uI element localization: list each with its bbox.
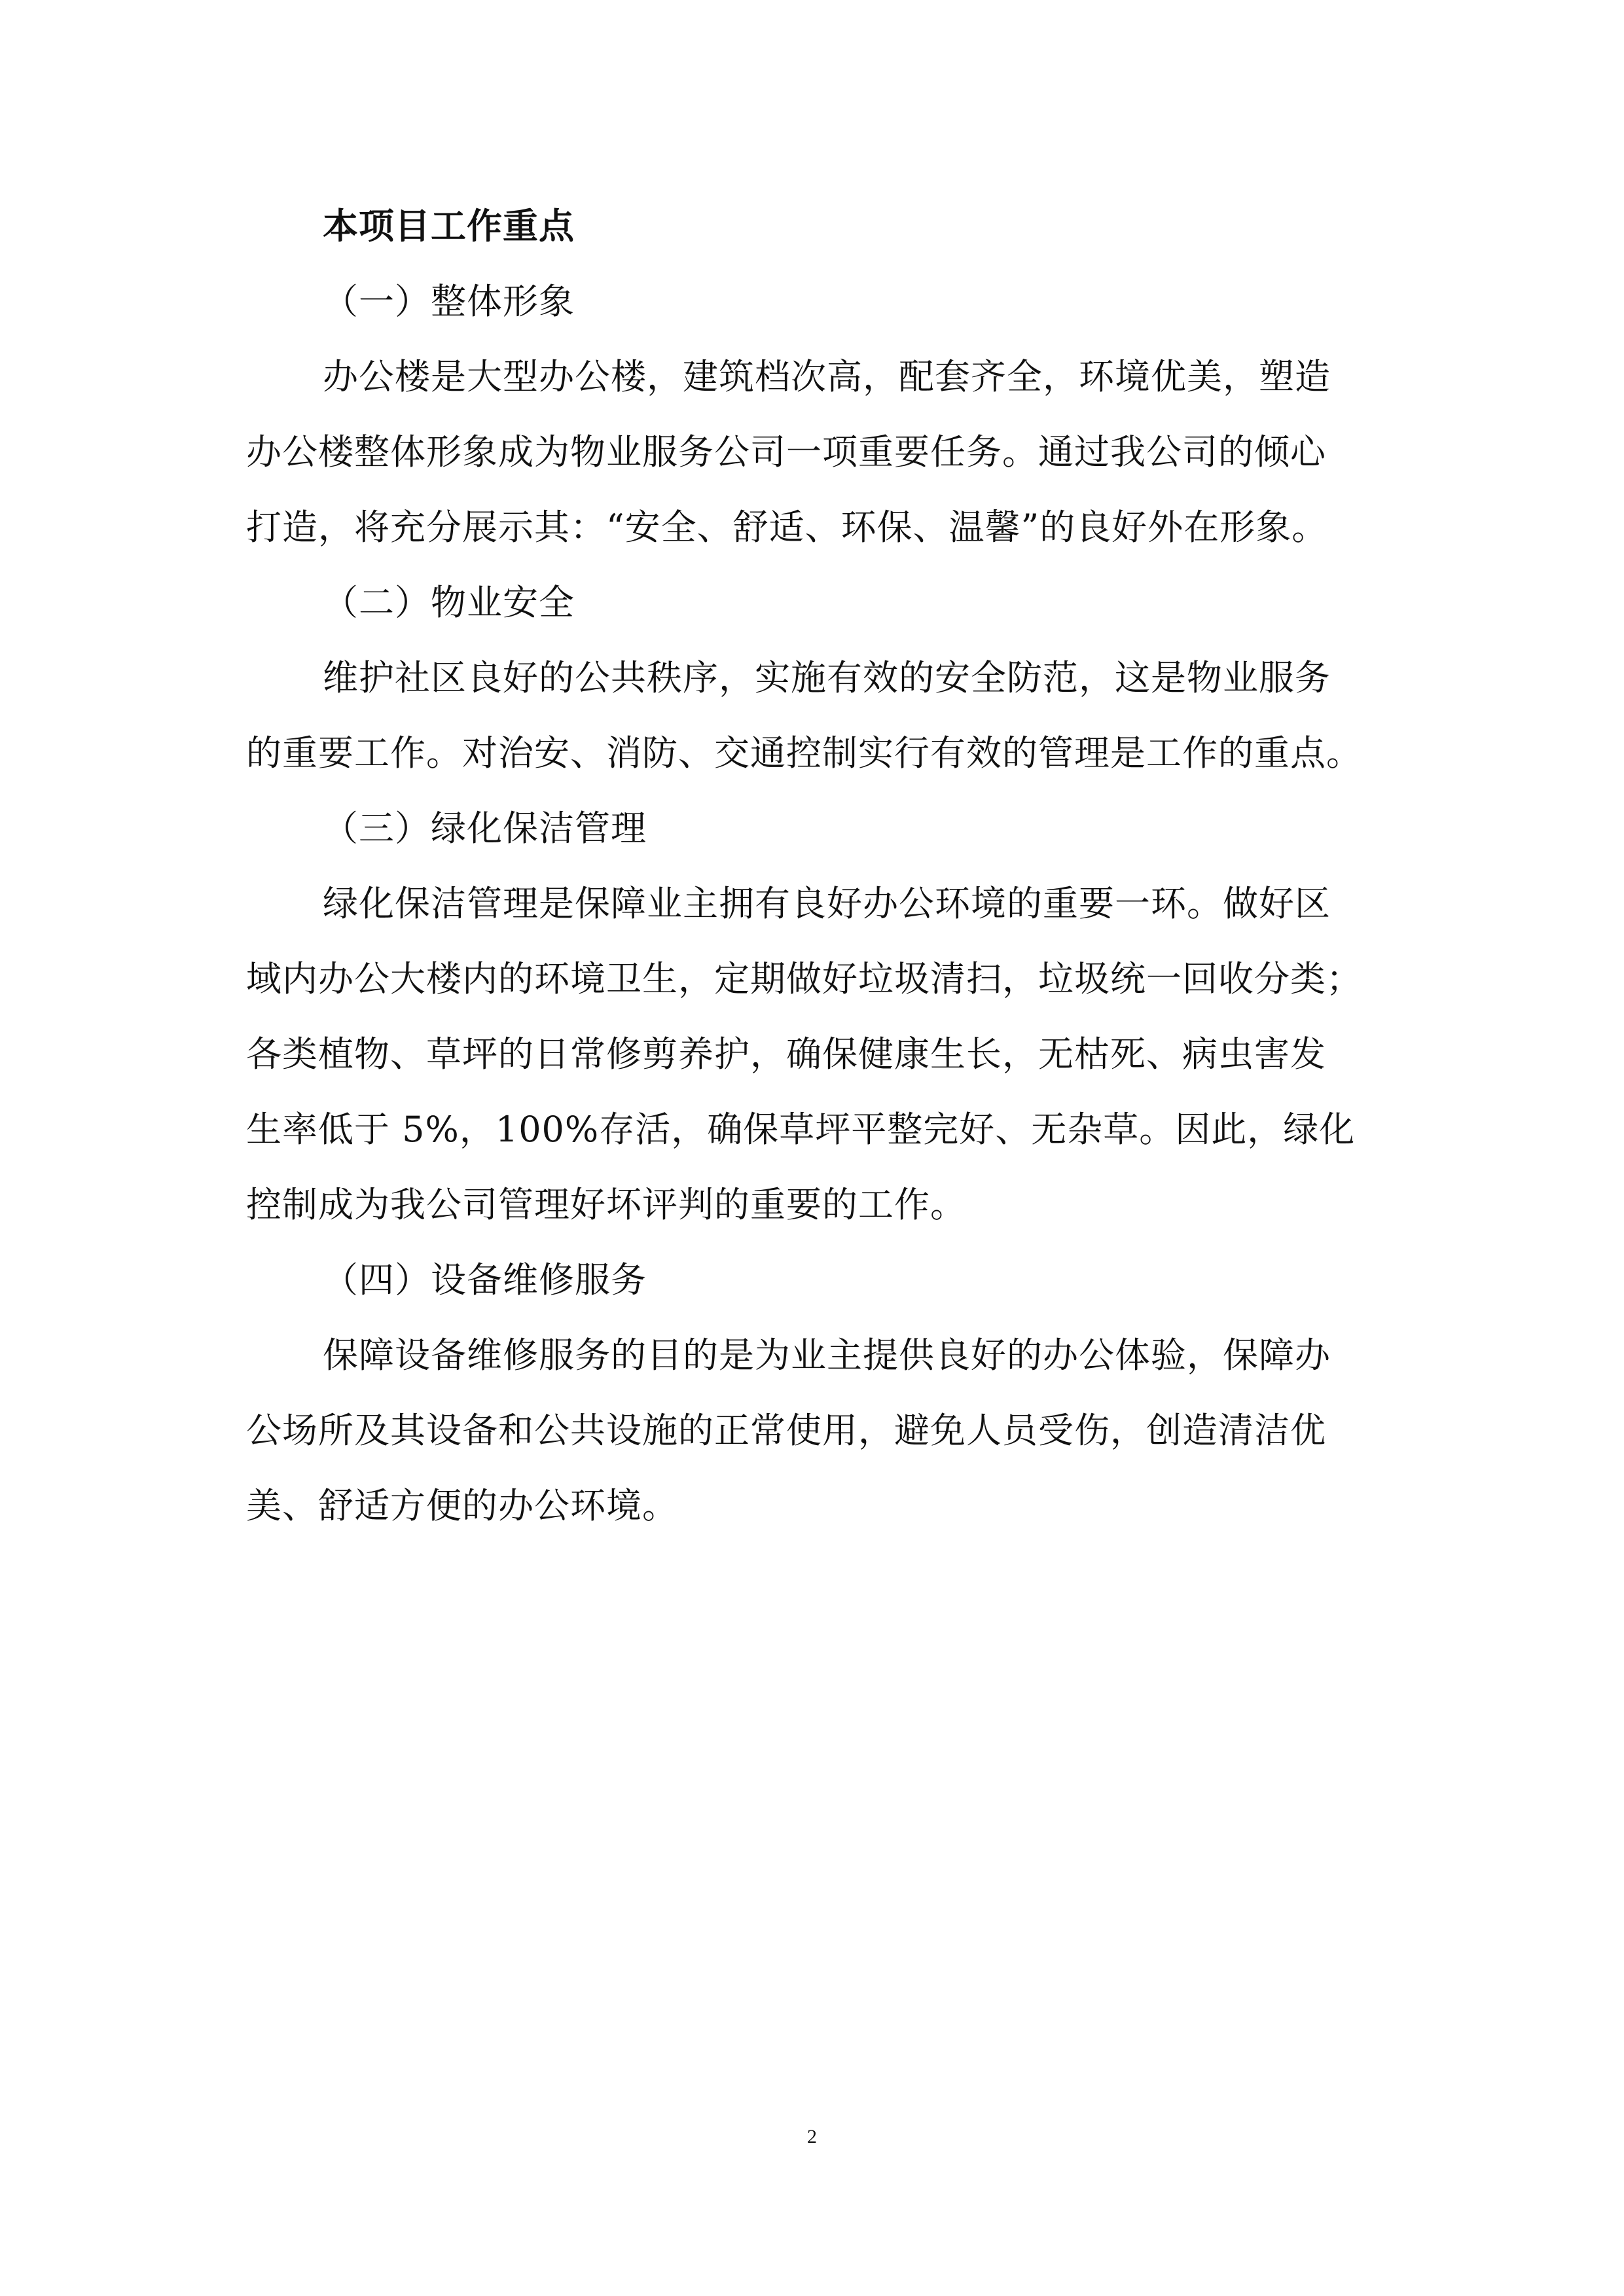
paragraph-line: 办公楼是大型办公楼，建筑档次高，配套齐全，环境优美，塑造 — [323, 356, 1331, 397]
paragraph-line: 各类植物、草坪的日常修剪养护，确保健康生长，无枯死、病虫害发 — [246, 1033, 1326, 1075]
paragraph-line: 控制成为我公司管理好坏评判的重要的工作。 — [246, 1184, 966, 1225]
paragraph-line: 保障设备维修服务的目的是为业主提供良好的办公体验，保障办 — [323, 1335, 1331, 1376]
paragraph-line: 的重要工作。对治安、消防、交通控制实行有效的管理是工作的重点。 — [246, 732, 1362, 774]
section-heading: （三）绿化保洁管理 — [323, 808, 647, 849]
document-body — [246, 188, 1385, 1543]
paragraph-line: 美、舒适方便的办公环境。 — [246, 1485, 678, 1526]
paragraph-line: 公场所及其设备和公共设施的正常使用，避免人员受伤，创造清洁优 — [246, 1410, 1326, 1451]
paragraph-line: 域内办公大楼内的环境卫生，定期做好垃圾清扫，垃圾统一回收分类； — [246, 958, 1362, 999]
section-heading: （二）物业安全 — [323, 582, 575, 623]
section-heading: （四）设备维修服务 — [323, 1259, 647, 1300]
paragraph-line: 绿化保洁管理是保障业主拥有良好办公环境的重要一环。做好区 — [323, 883, 1331, 924]
paragraph-line: 维护社区良好的公共秩序，实施有效的安全防范，这是物业服务 — [323, 657, 1331, 698]
paragraph-line: 生率低于 5%，100%存活，确保草坪平整完好、无杂草。因此，绿化 — [246, 1109, 1356, 1150]
paragraph-line: 办公楼整体形象成为物业服务公司一项重要任务。通过我公司的倾心 — [246, 431, 1326, 473]
paragraph-line: 打造，将充分展示其：“安全、舒适、环保、温馨”的良好外在形象。 — [246, 507, 1328, 548]
page-number: 2 — [807, 2126, 817, 2147]
document-title: 本项目工作重点 — [323, 206, 575, 247]
section-heading: （一）整体形象 — [323, 281, 575, 322]
